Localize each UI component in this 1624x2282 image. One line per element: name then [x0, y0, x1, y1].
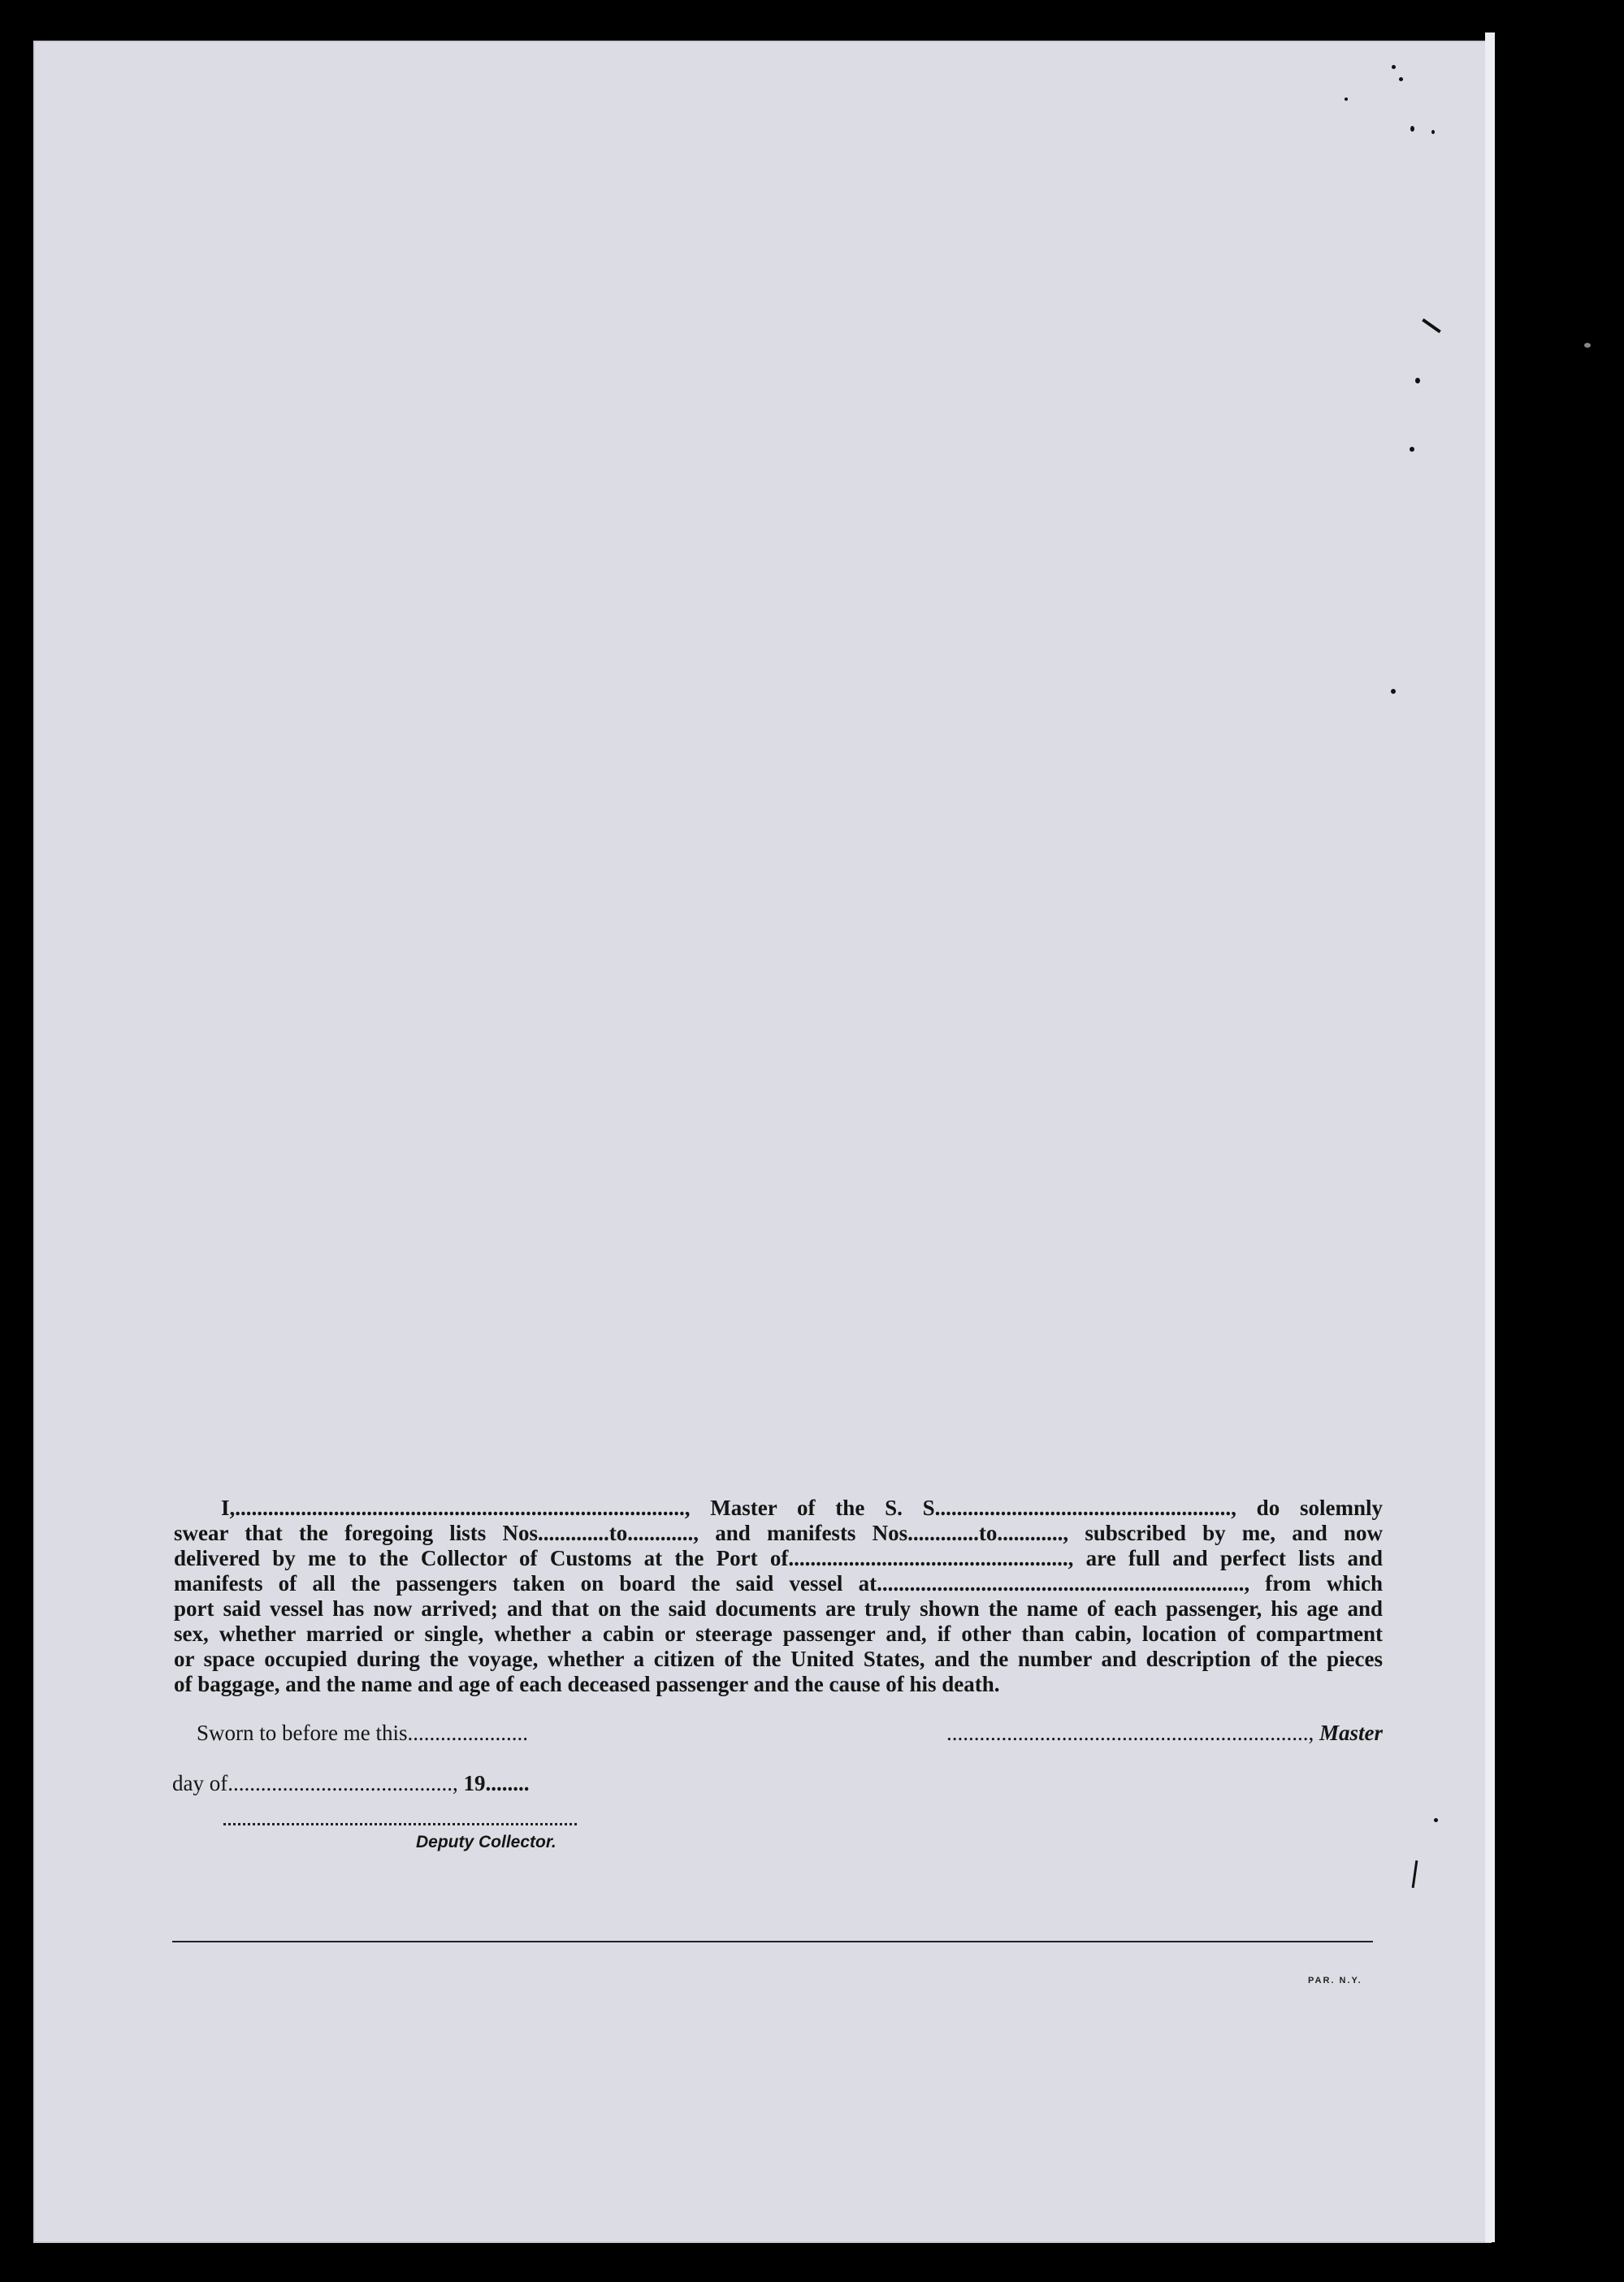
oath-line: manifests of all the passengers taken on board the said vessel at..................................................................., from which: [174, 1571, 1383, 1596]
day-of-label: day of.........................................,: [172, 1771, 458, 1795]
scan-speck: [1584, 343, 1591, 348]
oath-line: I,.................................................................................., Master of the S. S......................................................, do solemnly: [221, 1496, 1383, 1520]
printer-imprint: PAR. N.Y.: [1308, 1976, 1362, 1985]
master-signature-field[interactable]: [886, 1721, 1383, 1746]
scan-speck: [1410, 126, 1414, 132]
page-edge: [1485, 32, 1495, 2242]
oath-line: or space occupied during the voyage, whether a citizen of the United States, and the number and description of the pieces: [174, 1647, 1383, 1671]
scan-speck: [1410, 447, 1414, 452]
oath-line: swear that the foregoing lists Nos.............to............, and manifests Nos.............to............, subscribed by me, and now: [174, 1521, 1383, 1545]
scan-speck: [1391, 689, 1396, 694]
scan-speck: [1392, 65, 1396, 69]
date-field[interactable]: [172, 1771, 529, 1796]
master-label: Master: [1319, 1721, 1383, 1745]
oath-line: delivered by me to the Collector of Customs at the Port of..................................................., are full and perfect lists and: [174, 1546, 1383, 1570]
oath-line: of baggage, and the name and age of each deceased passenger and the cause of his death.: [174, 1672, 1000, 1696]
oath-line: port said vessel has now arrived; and that on the said documents are truly shown the name of each passenger, his age and: [174, 1596, 1383, 1621]
scan-speck: [1399, 77, 1403, 81]
scan-speck: [1431, 130, 1435, 134]
footer-rule: [172, 1941, 1373, 1942]
master-signature-dots: ..................................................................,: [946, 1721, 1314, 1745]
scan-speck: [1345, 97, 1348, 101]
scan-speck: [1415, 378, 1420, 383]
deputy-collector-label: Deputy Collector.: [416, 1833, 556, 1851]
oath-line: sex, whether married or single, whether a cabin or steerage passenger and, if other than cabin, location of compartment: [174, 1622, 1383, 1646]
form-page: [33, 41, 1492, 2243]
year-label: 19........: [463, 1771, 530, 1795]
deputy-signature-line[interactable]: [223, 1823, 577, 1825]
sworn-before-me-field[interactable]: Sworn to before me this......................: [197, 1721, 528, 1745]
oath-paragraph: [174, 1496, 1383, 1697]
scan-speck: [1434, 1818, 1438, 1822]
